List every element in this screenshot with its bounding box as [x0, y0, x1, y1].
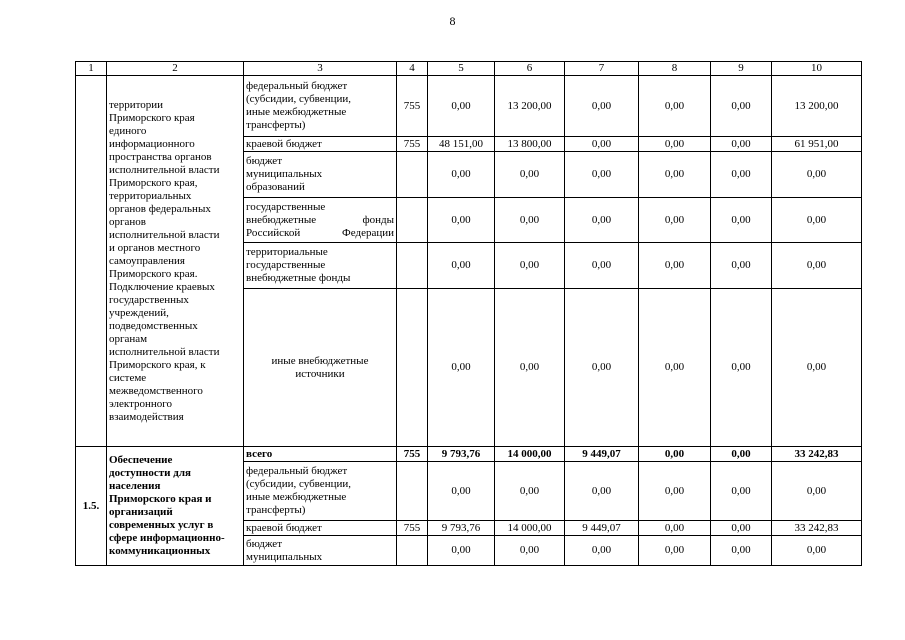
amount-cell: 0,00 — [565, 289, 639, 447]
text-line: органов — [109, 215, 146, 228]
amount-cell: 0,00 — [639, 521, 711, 536]
funding-source-cell — [244, 521, 397, 536]
amount-cell: 0,00 — [711, 243, 772, 289]
activity-cell — [107, 447, 244, 566]
amount-cell: 13 200,00 — [495, 76, 565, 137]
amount-cell: 0,00 — [639, 243, 711, 289]
text-line: муниципальных — [246, 550, 323, 563]
header-cell: 3 — [244, 62, 397, 76]
funding-source-cell — [244, 76, 397, 137]
text-line: информационного — [109, 137, 195, 150]
text-line: территории — [109, 98, 164, 111]
total-amount-cell: 33 242,83 — [772, 447, 862, 462]
header-cell: 4 — [397, 62, 428, 76]
funding-source-cell — [244, 137, 397, 152]
amount-cell: 0,00 — [495, 152, 565, 198]
item-number-cell: 1.5. — [76, 447, 107, 566]
text-line: внебюджетные фонды — [246, 213, 394, 226]
budget-code-cell — [397, 152, 428, 198]
budget-code-cell: 755 — [397, 137, 428, 152]
funding-source-cell — [244, 462, 397, 521]
text-line: (субсидии, субвенции, — [246, 93, 351, 105]
text-line: бюджет — [246, 155, 282, 167]
text-line: образований — [246, 181, 305, 193]
text-line: государственные — [246, 200, 326, 213]
funding-source-cell — [244, 289, 397, 447]
text-line: государственных — [109, 293, 189, 306]
text-line: Приморского края, к — [109, 358, 206, 371]
amount-cell: 0,00 — [711, 536, 772, 566]
text-line: органов федеральных — [109, 202, 211, 215]
amount-cell: 0,00 — [495, 536, 565, 566]
text-line: межведомственного — [109, 384, 203, 397]
text-line: иные внебюджетные — [271, 354, 369, 367]
text-line: современных услуг в — [109, 519, 214, 531]
budget-code-cell: 755 — [397, 76, 428, 137]
text-line: органам — [109, 332, 148, 345]
table-row — [76, 447, 862, 462]
amount-cell: 0,00 — [565, 536, 639, 566]
amount-cell: 0,00 — [639, 536, 711, 566]
amount-cell: 0,00 — [639, 152, 711, 198]
text-line: электронного — [109, 397, 173, 410]
amount-cell: 0,00 — [565, 137, 639, 152]
amount-cell: 0,00 — [639, 289, 711, 447]
amount-cell: 9 793,76 — [428, 447, 495, 462]
header-cell: 1 — [76, 62, 107, 76]
budget-code-cell — [397, 289, 428, 447]
amount-cell: 48 151,00 — [428, 137, 495, 152]
amount-cell: 0,00 — [711, 447, 772, 462]
total-amount-cell: 13 200,00 — [772, 76, 862, 137]
text-line: федеральный бюджет — [246, 465, 348, 477]
text-line: федеральный бюджет — [246, 80, 348, 92]
text-line: самоуправления — [109, 254, 185, 267]
amount-cell: 9 449,07 — [565, 447, 639, 462]
text-line: учреждений, — [109, 306, 169, 319]
amount-cell: 0,00 — [711, 76, 772, 137]
amount-cell: 0,00 — [565, 243, 639, 289]
text-line: (субсидии, субвенции, — [246, 478, 351, 490]
total-amount-cell: 0,00 — [772, 152, 862, 198]
text-line: Приморского края, — [109, 176, 198, 189]
amount-cell: 9 449,07 — [565, 521, 639, 536]
amount-cell: 0,00 — [495, 462, 565, 521]
funding-source-cell — [244, 536, 397, 566]
text-line: территориальных — [109, 189, 192, 202]
amount-cell: 13 800,00 — [495, 137, 565, 152]
budget-code-cell — [397, 536, 428, 566]
text-line: Приморского края и — [109, 493, 212, 505]
text-line: краевой бюджет — [246, 521, 322, 534]
budget-code-cell — [397, 462, 428, 521]
text-line: Российской Федерации — [246, 226, 394, 239]
amount-cell: 0,00 — [495, 289, 565, 447]
text-line: системе — [109, 371, 147, 384]
amount-cell: 14 000,00 — [495, 447, 565, 462]
amount-cell: 0,00 — [565, 152, 639, 198]
text-line: государственные — [246, 259, 326, 271]
amount-cell: 0,00 — [428, 198, 495, 243]
text-line: Подключение краевых — [109, 280, 215, 293]
funding-source-cell — [244, 243, 397, 289]
table-row — [76, 76, 862, 137]
total-amount-cell: 0,00 — [772, 289, 862, 447]
header-cell: 2 — [107, 62, 244, 76]
total-amount-cell: 0,00 — [772, 536, 862, 566]
text-line: Приморского края. — [109, 267, 198, 280]
amount-cell: 0,00 — [495, 243, 565, 289]
text-line: территориальные — [246, 246, 328, 258]
text-line: всего — [246, 447, 273, 460]
amount-cell: 0,00 — [711, 198, 772, 243]
funding-source-cell — [244, 447, 397, 462]
item-number-cell — [76, 76, 107, 447]
text-line: краевой бюджет — [246, 137, 322, 150]
header-cell: 8 — [639, 62, 711, 76]
text-line: источники — [295, 367, 345, 380]
text-line: подведомственных — [109, 319, 198, 332]
budget-code-cell: 755 — [397, 521, 428, 536]
amount-cell: 0,00 — [428, 462, 495, 521]
page-number: 8 — [449, 14, 456, 28]
amount-cell: 0,00 — [639, 198, 711, 243]
text-line: единого — [109, 124, 147, 137]
amount-cell: 0,00 — [428, 76, 495, 137]
amount-cell: 0,00 — [639, 76, 711, 137]
budget-table — [75, 61, 862, 566]
text-line: коммуникационных — [109, 545, 211, 557]
amount-cell: 0,00 — [639, 447, 711, 462]
table-body — [76, 62, 862, 566]
total-amount-cell: 0,00 — [772, 198, 862, 243]
funding-source-cell — [244, 198, 397, 243]
header-cell: 7 — [565, 62, 639, 76]
amount-cell: 0,00 — [711, 521, 772, 536]
text-line: и органов местного — [109, 241, 201, 254]
text-line: внебюджетные фонды — [246, 272, 351, 284]
amount-cell: 0,00 — [639, 137, 711, 152]
header-cell: 5 — [428, 62, 495, 76]
amount-cell: 0,00 — [428, 536, 495, 566]
total-amount-cell: 0,00 — [772, 462, 862, 521]
text-line: бюджет — [246, 537, 282, 550]
text-line: муниципальных — [246, 168, 323, 180]
text-line: доступности для — [109, 467, 191, 479]
header-cell: 6 — [495, 62, 565, 76]
budget-code-cell — [397, 243, 428, 289]
total-amount-cell: 61 951,00 — [772, 137, 862, 152]
amount-cell: 0,00 — [428, 152, 495, 198]
amount-cell: 0,00 — [711, 289, 772, 447]
text-line: исполнительной власти — [109, 163, 220, 176]
amount-cell: 0,00 — [565, 76, 639, 137]
amount-cell: 0,00 — [711, 152, 772, 198]
amount-cell: 0,00 — [565, 198, 639, 243]
amount-cell: 0,00 — [428, 289, 495, 447]
text-line: сфере информационно- — [109, 532, 225, 544]
text-line: исполнительной власти — [109, 345, 220, 358]
amount-cell: 0,00 — [565, 462, 639, 521]
text-line: организаций — [109, 506, 173, 518]
activity-cell — [107, 76, 244, 447]
amount-cell: 9 793,76 — [428, 521, 495, 536]
budget-code-cell: 755 — [397, 447, 428, 462]
text-line: Обеспечение — [109, 454, 173, 466]
text-line: исполнительной власти — [109, 228, 220, 241]
text-line: трансферты) — [246, 119, 306, 131]
amount-cell: 14 000,00 — [495, 521, 565, 536]
header-cell: 9 — [711, 62, 772, 76]
total-amount-cell: 33 242,83 — [772, 521, 862, 536]
text-line: населения — [109, 480, 161, 492]
funding-source-cell — [244, 152, 397, 198]
amount-cell: 0,00 — [495, 198, 565, 243]
amount-cell: 0,00 — [639, 462, 711, 521]
budget-code-cell — [397, 198, 428, 243]
amount-cell: 0,00 — [711, 137, 772, 152]
text-line: трансферты) — [246, 504, 306, 516]
text-line: взаимодействия — [109, 410, 184, 423]
text-line: Приморского края — [109, 111, 195, 124]
text-line: пространства органов — [109, 150, 212, 163]
header-cell: 10 — [772, 62, 862, 76]
header-row — [76, 62, 862, 76]
total-amount-cell: 0,00 — [772, 243, 862, 289]
amount-cell: 0,00 — [711, 462, 772, 521]
amount-cell: 0,00 — [428, 243, 495, 289]
text-line: иные межбюджетные — [246, 106, 347, 118]
text-line: иные межбюджетные — [246, 491, 347, 503]
